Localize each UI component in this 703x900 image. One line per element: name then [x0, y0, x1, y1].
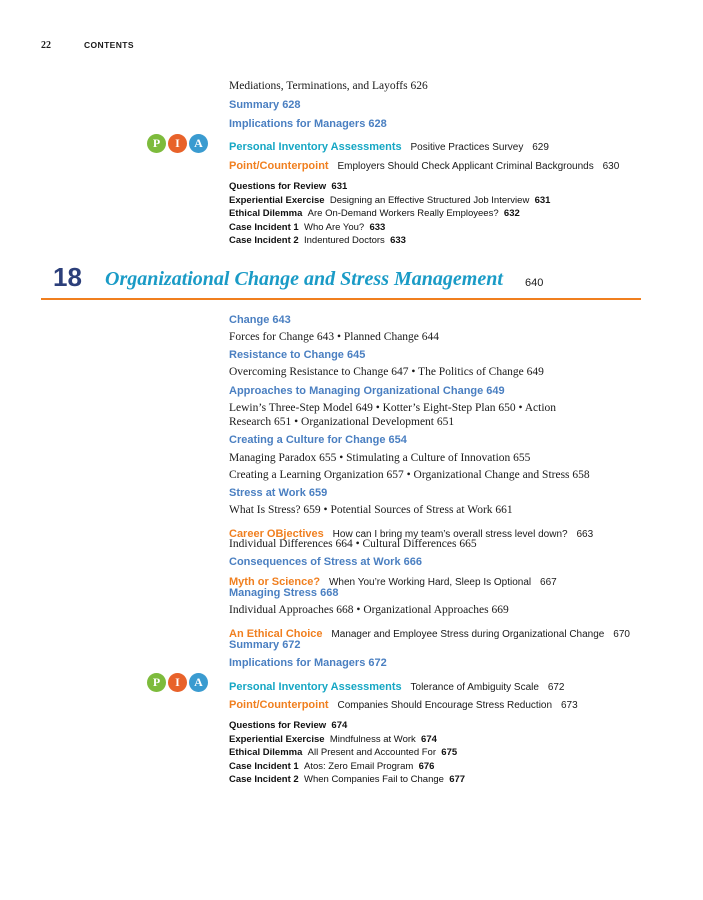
page-number: 22 [41, 40, 51, 51]
toc-pia [229, 677, 565, 695]
pia-label: Personal Inventory Assessments [229, 681, 402, 693]
toc-pia [229, 137, 549, 155]
review-page: 674 [421, 734, 437, 745]
review-page: 633 [390, 235, 406, 246]
toc-review-item [229, 181, 347, 192]
toc-implications: Implications for Managers 628 [229, 118, 387, 130]
review-page: 677 [449, 774, 466, 785]
review-label: Questions for Review [229, 181, 327, 192]
toc-review-item [229, 235, 406, 246]
review-page: 675 [441, 747, 458, 758]
review-text: Indentured Doctors [303, 235, 385, 246]
toc-review-item [229, 774, 465, 785]
review-text: Designing an Effective Structured Job Interview [329, 195, 530, 206]
review-page: 632 [503, 208, 520, 219]
pc-label: Point/Counterpoint [229, 699, 329, 711]
chapter-page: 640 [525, 277, 544, 289]
subsection-line: What Is Stress? 659 • Potential Sources of Stress at Work 661 [229, 504, 513, 516]
review-label: Case Incident 2 [229, 235, 299, 246]
review-page: 676 [418, 761, 435, 772]
myth-text: When You’re Working Hard, Sleep Is Optional [328, 577, 532, 588]
toc-summary: Summary 672 [229, 639, 301, 651]
pia-logo [147, 134, 208, 153]
review-text: Who Are You? [303, 222, 365, 233]
pia-page: 672 [547, 682, 565, 693]
pc-text: Companies Should Encourage Stress Reduction [337, 700, 553, 711]
pc-text: Employers Should Check Applicant Criminal Backgrounds [337, 161, 594, 172]
review-label: Ethical Dilemma [229, 208, 303, 219]
pia-p-icon: P [147, 134, 166, 153]
subsection-line: Overcoming Resistance to Change 647 • The Politics of Change 649 [229, 366, 544, 378]
pia-logo [147, 673, 208, 692]
toc-point-counterpoint [229, 156, 619, 174]
review-label: Experiential Exercise [229, 195, 325, 206]
review-label: Case Incident 1 [229, 222, 299, 233]
subsection-line: Individual Approaches 668 • Organizational Approaches 669 [229, 604, 509, 616]
pia-text: Positive Practices Survey [410, 142, 524, 153]
review-text: When Companies Fail to Change [303, 774, 444, 785]
pc-page: 630 [602, 161, 620, 172]
subsection-line: Creating a Learning Organization 657 • Organizational Change and Stress 658 [229, 469, 590, 481]
toc-review-item [229, 222, 385, 233]
review-label: Experiential Exercise [229, 734, 325, 745]
review-page: 631 [534, 195, 551, 206]
review-label: Case Incident 1 [229, 761, 299, 772]
pia-a-icon: A [189, 673, 208, 692]
section-consequences: Consequences of Stress at Work 666 [229, 556, 422, 568]
pia-text: Tolerance of Ambiguity Scale [410, 682, 539, 693]
subsection-line: Forces for Change 643 • Planned Change 644 [229, 331, 440, 343]
section-approaches: Approaches to Managing Organizational Change 649 [229, 385, 505, 397]
review-page: 633 [369, 222, 386, 233]
review-text: All Present and Accounted For [307, 747, 436, 758]
section-resistance: Resistance to Change 645 [229, 349, 366, 361]
review-label: Case Incident 2 [229, 774, 299, 785]
subsection-line: Research 651 • Organizational Development 651 [229, 416, 455, 428]
toc-review-item [229, 195, 550, 206]
pia-p-icon: P [147, 673, 166, 692]
toc-review-item [229, 208, 520, 219]
career-text: How can I bring my team’s overall stress level down? [332, 529, 568, 540]
toc-entry-mediations: Mediations, Terminations, and Layoffs 626 [229, 80, 428, 92]
toc-point-counterpoint [229, 695, 578, 713]
ethical-choice-page: 670 [613, 629, 630, 640]
review-text: Are On-Demand Workers Really Employees? [307, 208, 499, 219]
toc-summary: Summary 628 [229, 99, 301, 111]
section-culture: Creating a Culture for Change 654 [229, 434, 407, 446]
career-page: 663 [576, 529, 594, 540]
review-page: 631 [331, 181, 348, 192]
pia-i-icon: I [168, 134, 187, 153]
toc-review-item [229, 761, 434, 772]
toc-review-item [229, 720, 347, 731]
pc-page: 673 [560, 700, 578, 711]
review-label: Questions for Review [229, 720, 327, 731]
ethical-choice-text: Manager and Employee Stress during Organizational Change [331, 629, 605, 640]
subsection-line: Individual Differences 664 • Cultural Differences 665 [229, 538, 477, 550]
myth-label: Myth or Science? [229, 576, 321, 588]
review-text: Atos: Zero Email Program [303, 761, 414, 772]
chapter-divider [41, 298, 641, 300]
chapter-title: Organizational Change and Stress Management [105, 268, 503, 290]
pia-a-icon: A [189, 134, 208, 153]
review-text: Mindfulness at Work [329, 734, 416, 745]
toc-review-item [229, 747, 457, 758]
pc-label: Point/Counterpoint [229, 160, 329, 172]
toc-review-item [229, 734, 437, 745]
running-header: CONTENTS [84, 40, 134, 50]
section-managing-stress: Managing Stress 668 [229, 587, 339, 599]
pia-label: Personal Inventory Assessments [229, 141, 402, 153]
ethical-choice-label: An Ethical Choice [229, 628, 323, 640]
pia-page: 629 [532, 142, 549, 153]
chapter-number: 18 [53, 262, 82, 292]
pia-i-icon: I [168, 673, 187, 692]
subsection-line: Managing Paradox 655 • Stimulating a Culture of Innovation 655 [229, 452, 531, 464]
myth-page: 667 [540, 577, 557, 588]
section-stress-at-work: Stress at Work 659 [229, 487, 328, 499]
section-change: Change 643 [229, 314, 291, 326]
review-page: 674 [331, 720, 348, 731]
subsection-line: Lewin’s Three-Step Model 649 • Kotter’s Eight-Step Plan 650 • Action [229, 402, 557, 414]
review-label: Ethical Dilemma [229, 747, 303, 758]
career-label: Career OBjectives [229, 528, 324, 540]
toc-implications: Implications for Managers 672 [229, 657, 387, 669]
